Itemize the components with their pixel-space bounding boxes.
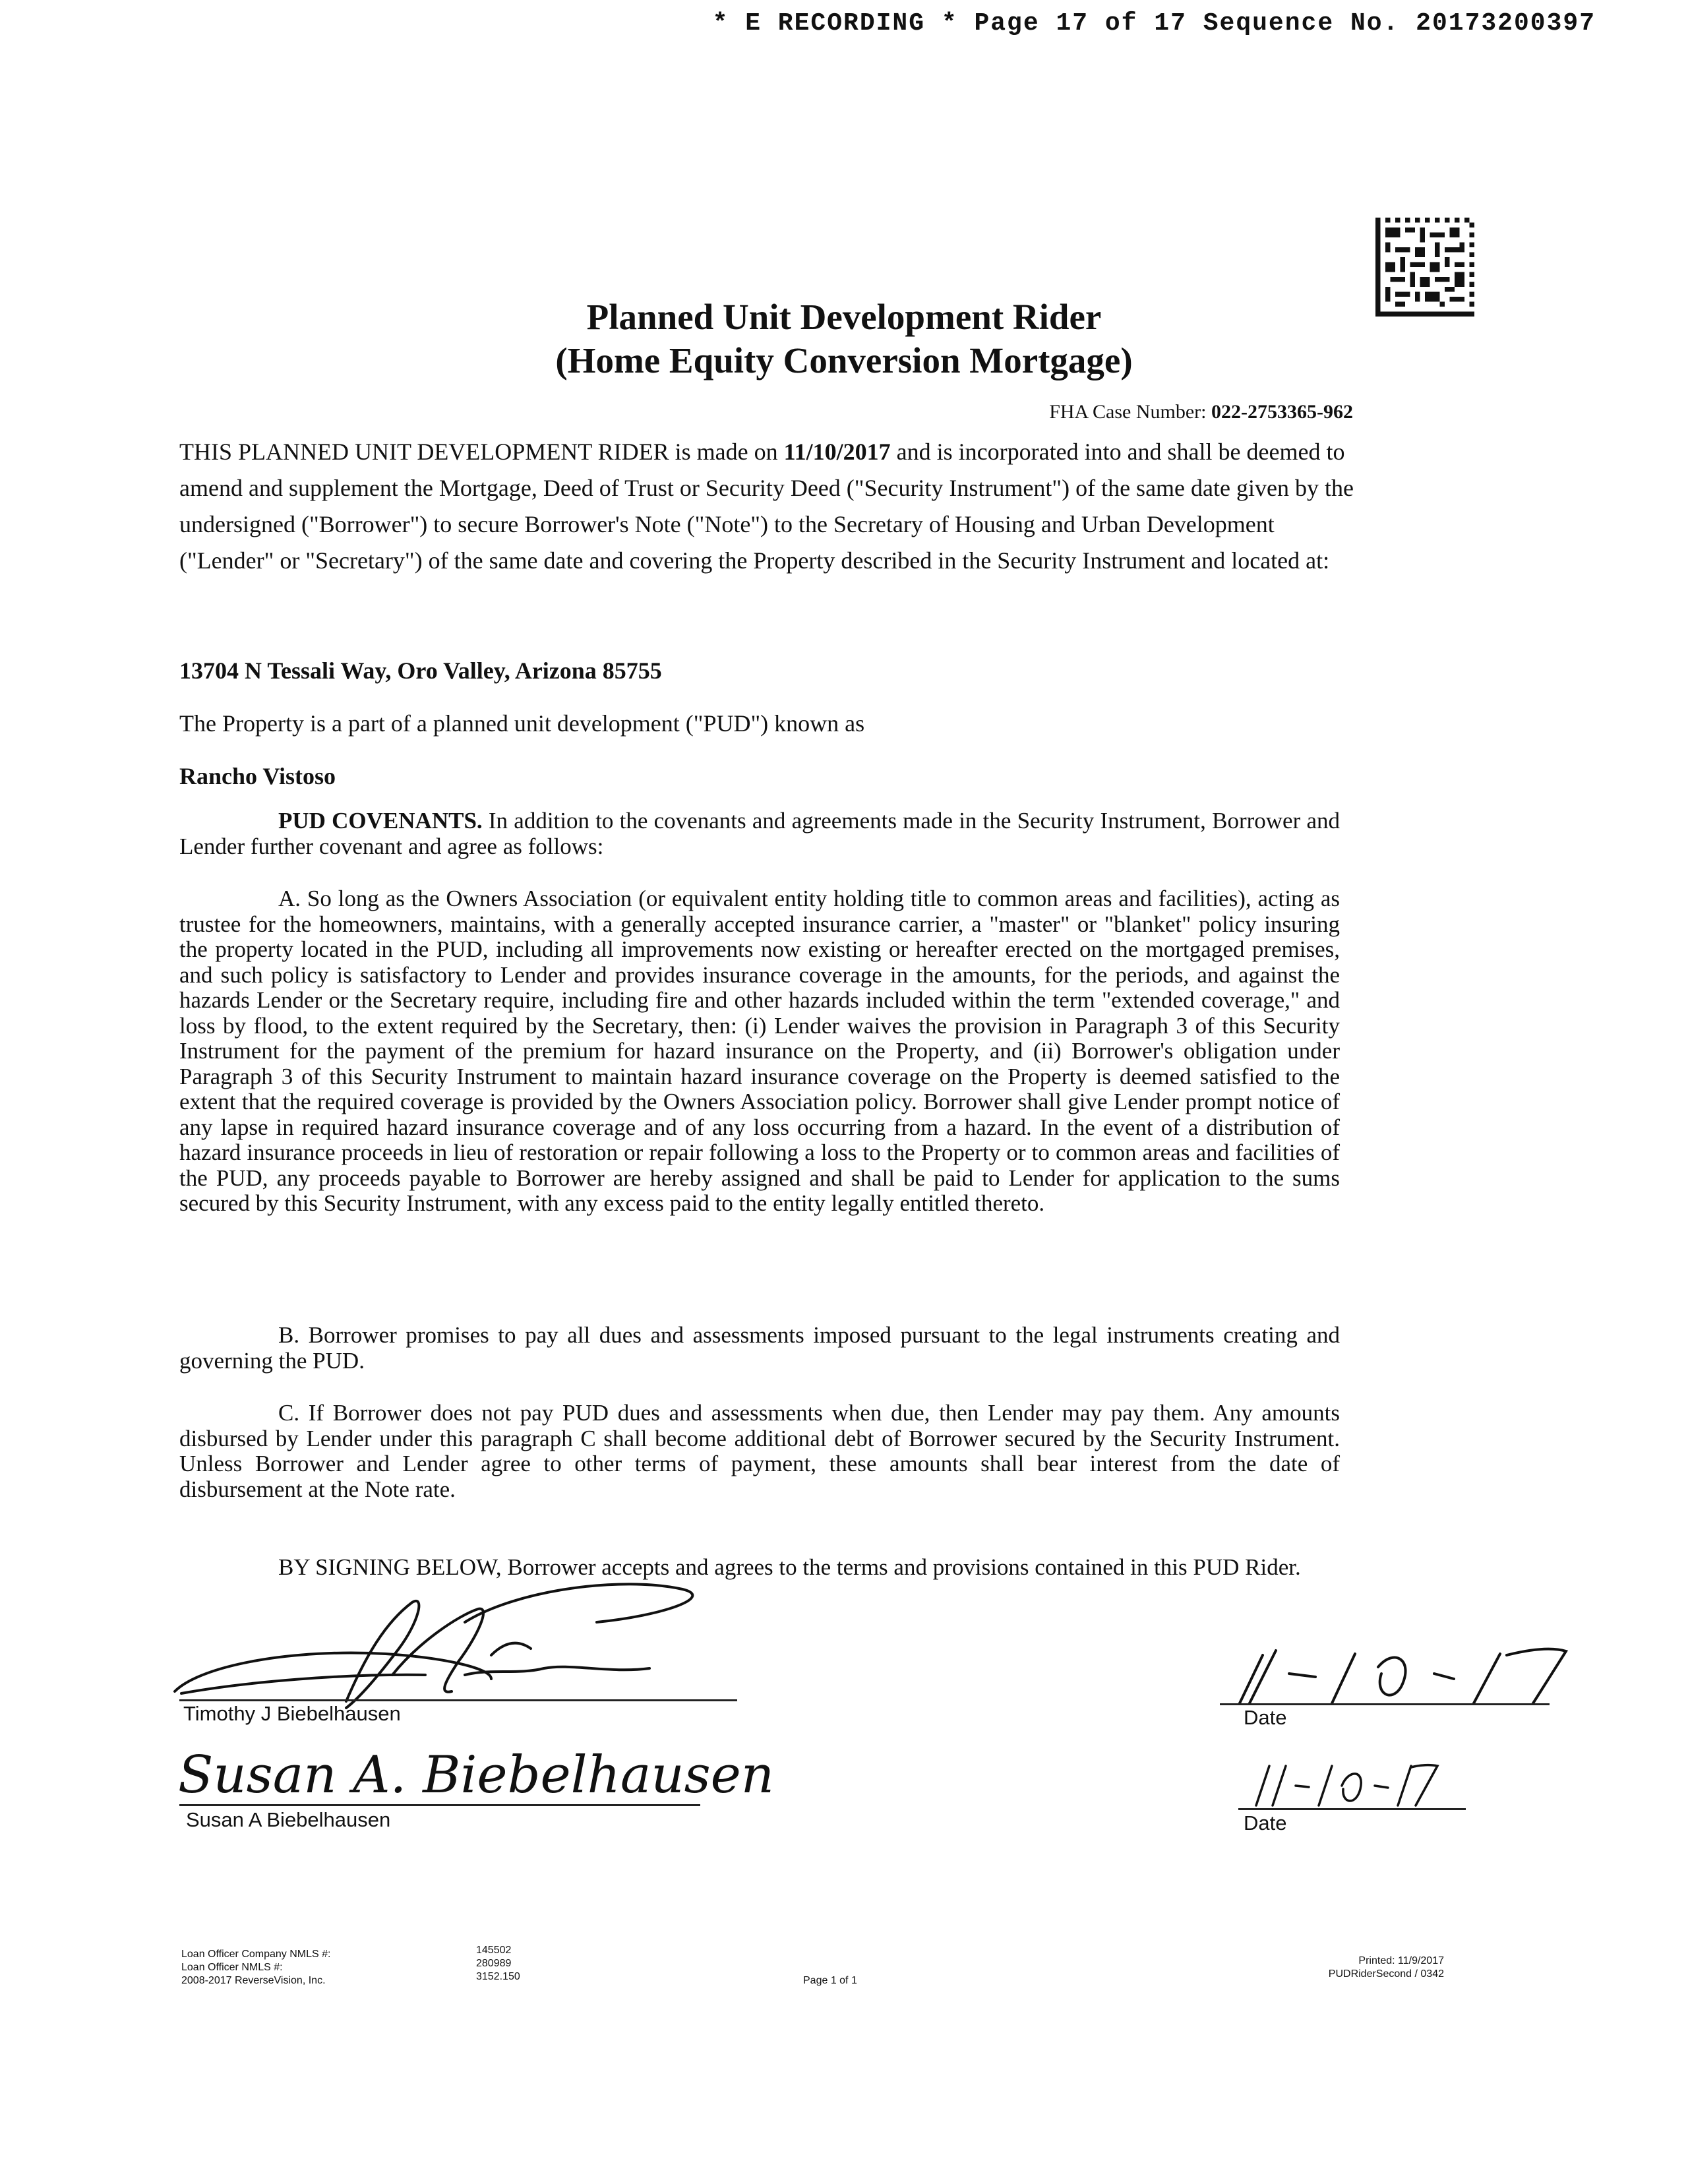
intro-text-1: THIS PLANNED UNIT DEVELOPMENT RIDER is made on <box>179 439 784 465</box>
fha-case-value: 022-2753365-962 <box>1211 401 1353 423</box>
footer-right <box>1329 1955 1444 1981</box>
susan-signature-text: Susan A. Biebelhausen <box>178 1745 775 1805</box>
intro-paragraph <box>179 434 1366 579</box>
footer-officer-nmls-value: 280989 <box>476 1958 512 1969</box>
footer-form-id: PUDRiderSecond / 0342 <box>1328 1968 1444 1980</box>
susan-signature <box>173 1738 775 1811</box>
title-line-1: Planned Unit Development Rider <box>586 297 1102 337</box>
recording-header: * E RECORDING * Page 17 of 17 Sequence No. 20173200397 <box>712 9 1596 38</box>
footer-printed-date: Printed: 11/9/2017 <box>1358 1955 1444 1966</box>
intro-text-2: and is incorporated into and shall be deemed to amend and supplement the Mortgage, Deed of Trust or Security Deed ("Security Instrument") of the same date given by the undersigned ("Borrower") to secure Borrower's Note ("Note") to the Secretary of Housing and Urban Development ("Lender" or "Secretary") of the same date and covering the Property described in the Security Instrument and located at: <box>179 439 1354 574</box>
signing-statement-text: BY SIGNING BELOW, Borrower accepts and agrees to the terms and provisions contained in this PUD Rider. <box>278 1554 1301 1580</box>
covenant-a-text: A. So long as the Owners Association (or equivalent entity holding title to common areas and facilities), acting as trustee for the homeowners, maintains, with a generally accepted insurance carrier, a "master" or "blanket" policy insuring the property located in the PUD, including all improvements now existing or hereafter erected on the mortgaged premises, and such policy is satisfactory to Lender and provides insurance coverage in the amounts, for the periods, and against the hazards Lender or the Secretary require, including fire and other hazards included within the term "extended coverage," and loss by flood, to the extent required by the Secretary, then: (i) Lender waives the provision in Paragraph 3 of this Security Instrument for the payment of the premium for hazard insurance on the Property, and (ii) Borrower's obligation under Paragraph 3 of this Security Instrument to maintain hazard insurance coverage on the Property is deemed satisfied to the extent that the required coverage is provided by the Owners Association policy. Borrower shall give Lender prompt notice of any lapse in required hazard insurance coverage and of any loss occurring from a hazard. In the event of a distribution of hazard insurance proceeds in lieu of restoration or repair following a loss to the Property or to common areas and facilities of the PUD, any proceeds payable to Borrower are hereby assigned and shall be paid to Lender for application to the sums secured by this Security Instrument, with any excess paid to the entity legally entitled thereto. <box>179 886 1340 1216</box>
footer-left-values <box>476 1944 520 1984</box>
borrower-1-date-line <box>1220 1703 1550 1705</box>
borrower-2-date-line <box>1238 1808 1466 1810</box>
title-line-2: (Home Equity Conversion Mortgage) <box>555 340 1133 380</box>
rider-date: 11/10/2017 <box>783 439 891 465</box>
borrower-1-date-label: Date <box>1244 1706 1287 1729</box>
footer-version: 3152.150 <box>476 1971 520 1982</box>
covenant-b <box>179 1323 1340 1374</box>
footer-officer-nmls-label: Loan Officer NMLS #: <box>181 1962 283 1973</box>
covenant-c <box>179 1401 1340 1502</box>
fha-case-number <box>1049 401 1353 423</box>
borrower-1-signature-line <box>179 1699 737 1701</box>
footer-left-labels <box>181 1948 330 1987</box>
covenant-b-text: B. Borrower promises to pay all dues and assessments imposed pursuant to the legal instruments creating and governing the PUD. <box>179 1322 1340 1374</box>
timothy-handwritten-date <box>1223 1641 1566 1713</box>
covenants-intro <box>179 808 1340 859</box>
borrower-2-signature-line <box>179 1804 700 1806</box>
footer-page-number: Page 1 of 1 <box>803 1975 857 1986</box>
covenant-a <box>179 886 1340 1217</box>
pud-name: Rancho Vistoso <box>179 763 336 789</box>
footer-company-nmls-value: 145502 <box>476 1945 512 1956</box>
susan-handwritten-date <box>1243 1759 1441 1812</box>
footer-copyright: 2008-2017 ReverseVision, Inc. <box>181 1975 326 1986</box>
property-address: 13704 N Tessali Way, Oro Valley, Arizona 85755 <box>179 657 662 684</box>
footer-company-nmls-label: Loan Officer Company NMLS #: <box>181 1949 331 1960</box>
pud-known-as: The Property is a part of a planned unit development ("PUD") known as <box>179 710 865 737</box>
fha-case-label: FHA Case Number: <box>1049 401 1207 423</box>
borrower-2-date-label: Date <box>1244 1811 1287 1835</box>
document-title <box>0 295 1688 382</box>
borrower-2-name: Susan A Biebelhausen <box>186 1808 391 1831</box>
borrower-1-name: Timothy J Biebelhausen <box>183 1702 401 1725</box>
covenant-c-text: C. If Borrower does not pay PUD dues and assessments when due, then Lender may pay them. Any amounts disbursed by Lender under this paragraph C shall become additional debt of Borrower secured by the Security Instrument. Unless Borrower and Lender agree to other terms of payment, these amounts shall bear interest from the date of disbursement at the Note rate. <box>179 1400 1340 1502</box>
covenants-intro-text: In addition to the covenants and agreements made in the Security Instrument, Borrower and Lender further covenant and agree as follows: <box>179 808 1340 859</box>
covenants-heading: PUD COVENANTS. <box>278 808 483 834</box>
